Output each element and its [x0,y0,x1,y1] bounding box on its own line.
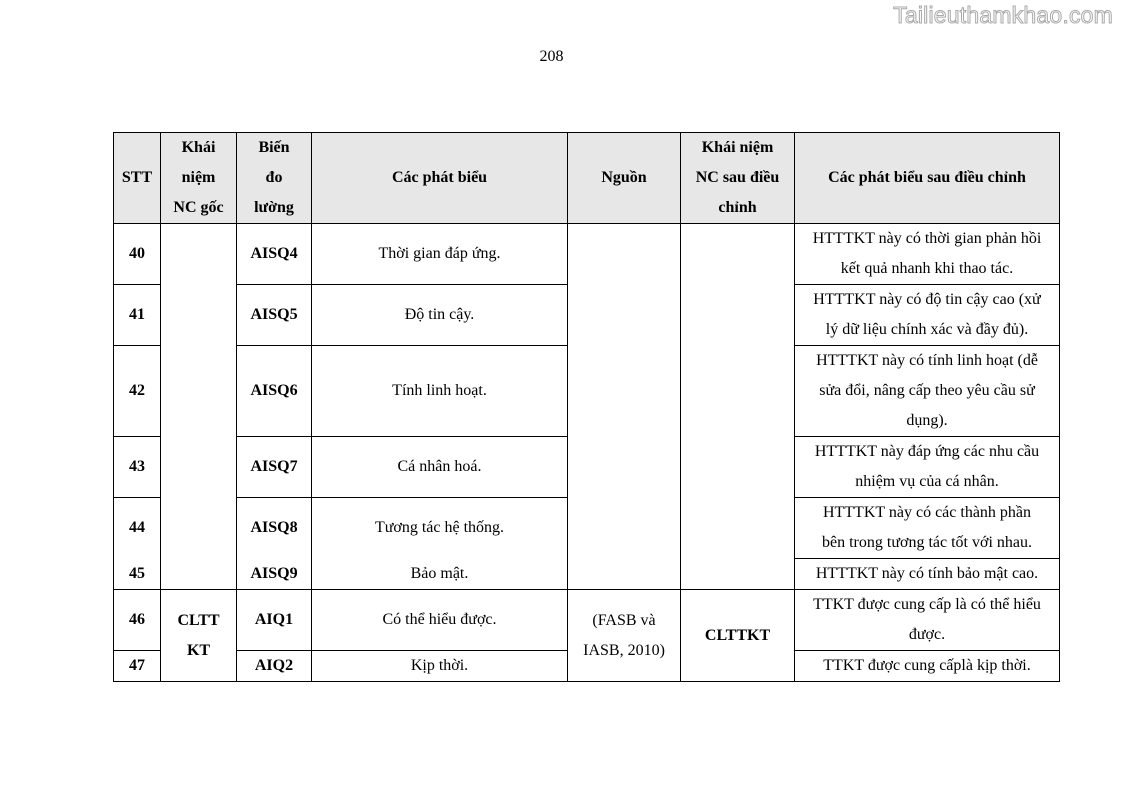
page-number: 208 [539,48,564,65]
variable-code: AISQ5 [237,285,312,346]
row-number: 46 [114,590,161,651]
row-number: 45 [114,559,161,590]
statement: Kịp thời. [312,651,568,682]
adjusted-statement: TTKT được cung cấp là có thể hiểu được. [795,590,1060,651]
adjusted-statement: HTTTKT này có các thành phần bên trong tương tác tốt với nhau. [795,498,1060,559]
original-concept-cell: CLTT KT [161,590,237,682]
statement: Có thể hiểu được. [312,590,568,651]
table-row [114,224,1060,285]
adjusted-statement: HTTTKT này có độ tin cậy cao (xử lý dữ liệu chính xác và đầy đủ). [795,285,1060,346]
variable-code: AISQ4 [237,224,312,285]
adjusted-concept-cell [681,224,795,590]
row-number: 40 [114,224,161,285]
header-stt: STT [114,133,161,224]
variable-code: AISQ9 [237,559,312,590]
statement: Thời gian đáp ứng. [312,224,568,285]
adjusted-statement: HTTTKT này có thời gian phản hồi kết quả nhanh khi thao tác. [795,224,1060,285]
header-measurement-variable: Biến đo lường [237,133,312,224]
adjusted-statement: TTKT được cung cấplà kịp thời. [795,651,1060,682]
table-header-row [114,133,1060,224]
row-number: 41 [114,285,161,346]
header-adjusted-statements: Các phát biểu sau điều chỉnh [795,133,1060,224]
header-original-concept: Khái niệm NC gốc [161,133,237,224]
variable-code: AIQ2 [237,651,312,682]
adjusted-statement: HTTTKT này có tính bảo mật cao. [795,559,1060,590]
row-number: 47 [114,651,161,682]
row-number: 43 [114,437,161,498]
variable-code: AISQ6 [237,346,312,437]
source-cell [568,224,681,590]
statement: Cá nhân hoá. [312,437,568,498]
adjusted-statement: HTTTKT này có tính linh hoạt (dễ sửa đổi, nâng cấp theo yêu cầu sử dụng). [795,346,1060,437]
statement: Tính linh hoạt. [312,346,568,437]
adjusted-statement: HTTTKT này đáp ứng các nhu cầu nhiệm vụ của cá nhân. [795,437,1060,498]
row-number: 44 [114,498,161,559]
variable-code: AISQ7 [237,437,312,498]
source-cell: (FASB và IASB, 2010) [568,590,681,682]
variable-code: AIQ1 [237,590,312,651]
adjusted-concept-cell: CLTTKT [681,590,795,682]
variable-code: AISQ8 [237,498,312,559]
header-statements: Các phát biểu [312,133,568,224]
statement: Độ tin cậy. [312,285,568,346]
watermark: Tailieuthamkhao.com [893,2,1113,28]
row-number: 42 [114,346,161,437]
header-source: Nguồn [568,133,681,224]
table-row [114,590,1060,651]
statement: Tương tác hệ thống. [312,498,568,559]
header-adjusted-concept: Khái niệm NC sau điều chỉnh [681,133,795,224]
statement: Bảo mật. [312,559,568,590]
original-concept-cell [161,224,237,590]
research-scale-table [113,132,1060,682]
